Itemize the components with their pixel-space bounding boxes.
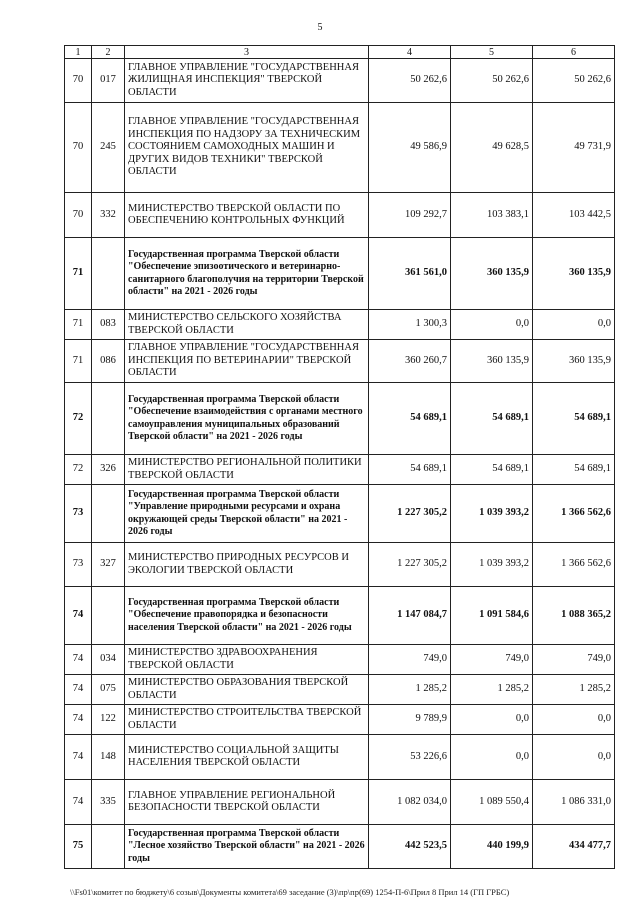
department-row <box>65 675 615 705</box>
header-cell: 3 <box>125 46 369 59</box>
header-cell: 2 <box>92 46 125 59</box>
program-number-cell: 74 <box>65 705 92 735</box>
value-2023-cell: 1 366 562,6 <box>533 543 615 587</box>
value-2022-cell: 1 285,2 <box>451 675 533 705</box>
department-code-cell <box>92 383 125 455</box>
value-2022-cell: 1 089 550,4 <box>451 780 533 825</box>
department-row <box>65 645 615 675</box>
value-2022-cell: 360 135,9 <box>451 340 533 383</box>
program-row <box>65 825 615 869</box>
name-cell: Государственная программа Тверской области "Обеспечение правопорядка и безопасности населения Тверской области" на 2021 - 2026 годы <box>125 587 369 645</box>
value-2023-cell: 360 135,9 <box>533 238 615 310</box>
program-number-cell: 74 <box>65 735 92 780</box>
name-cell: МИНИСТЕРСТВО РЕГИОНАЛЬНОЙ ПОЛИТИКИ ТВЕРСКОЙ ОБЛАСТИ <box>125 455 369 485</box>
name-cell: Государственная программа Тверской области "Управление природными ресурсами и охрана окружающей среды Тверской области" на 2021 - 2026 годы <box>125 485 369 543</box>
department-code-cell <box>92 587 125 645</box>
value-2022-cell: 0,0 <box>451 705 533 735</box>
value-2022-cell: 0,0 <box>451 735 533 780</box>
department-code-cell: 075 <box>92 675 125 705</box>
program-number-cell: 71 <box>65 340 92 383</box>
department-code-cell: 017 <box>92 59 125 103</box>
value-2021-cell: 53 226,6 <box>369 735 451 780</box>
value-2021-cell: 54 689,1 <box>369 455 451 485</box>
value-2021-cell: 1 227 305,2 <box>369 543 451 587</box>
value-2022-cell: 49 628,5 <box>451 103 533 193</box>
value-2023-cell: 0,0 <box>533 735 615 780</box>
program-row <box>65 587 615 645</box>
program-row <box>65 485 615 543</box>
header-cell: 1 <box>65 46 92 59</box>
value-2021-cell: 1 300,3 <box>369 310 451 340</box>
name-cell: ГЛАВНОЕ УПРАВЛЕНИЕ "ГОСУДАРСТВЕННАЯ ИНСПЕКЦИЯ ПО ВЕТЕРИНАРИИ" ТВЕРСКОЙ ОБЛАСТИ <box>125 340 369 383</box>
name-cell: Государственная программа Тверской области "Обеспечение эпизоотического и ветеринарно-санитарного благополучия на территории Тверской области" на 2021 - 2026 годы <box>125 238 369 310</box>
program-number-cell: 72 <box>65 455 92 485</box>
department-row <box>65 705 615 735</box>
name-cell: МИНИСТЕРСТВО ОБРАЗОВАНИЯ ТВЕРСКОЙ ОБЛАСТИ <box>125 675 369 705</box>
department-code-cell: 335 <box>92 780 125 825</box>
program-number-cell: 71 <box>65 238 92 310</box>
value-2022-cell: 54 689,1 <box>451 455 533 485</box>
name-cell: МИНИСТЕРСТВО ТВЕРСКОЙ ОБЛАСТИ ПО ОБЕСПЕЧЕНИЮ КОНТРОЛЬНЫХ ФУНКЦИЙ <box>125 193 369 238</box>
value-2021-cell: 442 523,5 <box>369 825 451 869</box>
value-2021-cell: 1 082 034,0 <box>369 780 451 825</box>
department-row <box>65 193 615 238</box>
department-code-cell: 327 <box>92 543 125 587</box>
department-code-cell: 122 <box>92 705 125 735</box>
value-2022-cell: 360 135,9 <box>451 238 533 310</box>
header-cell: 6 <box>533 46 615 59</box>
department-row <box>65 340 615 383</box>
program-number-cell: 74 <box>65 645 92 675</box>
program-row <box>65 238 615 310</box>
program-row <box>65 383 615 455</box>
program-number-cell: 74 <box>65 675 92 705</box>
value-2021-cell: 49 586,9 <box>369 103 451 193</box>
value-2023-cell: 1 366 562,6 <box>533 485 615 543</box>
value-2023-cell: 0,0 <box>533 310 615 340</box>
value-2021-cell: 1 285,2 <box>369 675 451 705</box>
value-2023-cell: 749,0 <box>533 645 615 675</box>
page-number: 5 <box>317 22 323 33</box>
name-cell: МИНИСТЕРСТВО СЕЛЬСКОГО ХОЗЯЙСТВА ТВЕРСКОЙ ОБЛАСТИ <box>125 310 369 340</box>
value-2022-cell: 0,0 <box>451 310 533 340</box>
value-2022-cell: 54 689,1 <box>451 383 533 455</box>
department-code-cell: 083 <box>92 310 125 340</box>
value-2022-cell: 440 199,9 <box>451 825 533 869</box>
department-row <box>65 543 615 587</box>
department-code-cell: 332 <box>92 193 125 238</box>
program-number-cell: 70 <box>65 59 92 103</box>
program-number-cell: 70 <box>65 193 92 238</box>
value-2022-cell: 50 262,6 <box>451 59 533 103</box>
program-number-cell: 72 <box>65 383 92 455</box>
value-2022-cell: 1 039 393,2 <box>451 543 533 587</box>
name-cell: МИНИСТЕРСТВО ЗДРАВООХРАНЕНИЯ ТВЕРСКОЙ ОБЛАСТИ <box>125 645 369 675</box>
header-cell: 4 <box>369 46 451 59</box>
name-cell: ГЛАВНОЕ УПРАВЛЕНИЕ "ГОСУДАРСТВЕННАЯ ЖИЛИЩНАЯ ИНСПЕКЦИЯ" ТВЕРСКОЙ ОБЛАСТИ <box>125 59 369 103</box>
department-code-cell: 245 <box>92 103 125 193</box>
budget-table <box>64 45 615 869</box>
value-2021-cell: 1 227 305,2 <box>369 485 451 543</box>
program-number-cell: 70 <box>65 103 92 193</box>
value-2023-cell: 1 086 331,0 <box>533 780 615 825</box>
value-2021-cell: 54 689,1 <box>369 383 451 455</box>
value-2022-cell: 1 039 393,2 <box>451 485 533 543</box>
department-code-cell: 034 <box>92 645 125 675</box>
value-2023-cell: 1 285,2 <box>533 675 615 705</box>
program-number-cell: 73 <box>65 543 92 587</box>
value-2021-cell: 50 262,6 <box>369 59 451 103</box>
name-cell: Государственная программа Тверской области "Лесное хозяйство Тверской области" на 2021 - 2026 годы <box>125 825 369 869</box>
department-row <box>65 780 615 825</box>
department-code-cell: 148 <box>92 735 125 780</box>
department-code-cell <box>92 485 125 543</box>
department-row <box>65 103 615 193</box>
department-row <box>65 310 615 340</box>
name-cell: МИНИСТЕРСТВО СОЦИАЛЬНОЙ ЗАЩИТЫ НАСЕЛЕНИЯ ТВЕРСКОЙ ОБЛАСТИ <box>125 735 369 780</box>
value-2023-cell: 54 689,1 <box>533 455 615 485</box>
value-2023-cell: 1 088 365,2 <box>533 587 615 645</box>
value-2023-cell: 50 262,6 <box>533 59 615 103</box>
value-2022-cell: 1 091 584,6 <box>451 587 533 645</box>
department-code-cell <box>92 825 125 869</box>
value-2022-cell: 103 383,1 <box>451 193 533 238</box>
name-cell: МИНИСТЕРСТВО СТРОИТЕЛЬСТВА ТВЕРСКОЙ ОБЛАСТИ <box>125 705 369 735</box>
program-number-cell: 73 <box>65 485 92 543</box>
value-2021-cell: 360 260,7 <box>369 340 451 383</box>
name-cell: ГЛАВНОЕ УПРАВЛЕНИЕ РЕГИОНАЛЬНОЙ БЕЗОПАСНОСТИ ТВЕРСКОЙ ОБЛАСТИ <box>125 780 369 825</box>
department-code-cell <box>92 238 125 310</box>
value-2022-cell: 749,0 <box>451 645 533 675</box>
value-2023-cell: 0,0 <box>533 705 615 735</box>
header-cell: 5 <box>451 46 533 59</box>
name-cell: Государственная программа Тверской области "Обеспечение взаимодействия с органами местного самоуправления муниципальных образований Тверской области" на 2021 - 2026 годы <box>125 383 369 455</box>
file-path-footer: \\Fs01\комитет по бюджету\6 созыв\Документы комитета\69 заседание (3)\пр\пр(69) 1254-П-6\Прил 8 Прил 14 (ГП ГРБС) <box>70 887 510 897</box>
program-number-cell: 74 <box>65 587 92 645</box>
value-2021-cell: 9 789,9 <box>369 705 451 735</box>
program-number-cell: 75 <box>65 825 92 869</box>
value-2021-cell: 109 292,7 <box>369 193 451 238</box>
value-2023-cell: 360 135,9 <box>533 340 615 383</box>
value-2023-cell: 434 477,7 <box>533 825 615 869</box>
department-code-cell: 326 <box>92 455 125 485</box>
value-2023-cell: 54 689,1 <box>533 383 615 455</box>
program-number-cell: 74 <box>65 780 92 825</box>
department-row <box>65 735 615 780</box>
department-code-cell: 086 <box>92 340 125 383</box>
value-2021-cell: 749,0 <box>369 645 451 675</box>
program-number-cell: 71 <box>65 310 92 340</box>
name-cell: ГЛАВНОЕ УПРАВЛЕНИЕ "ГОСУДАРСТВЕННАЯ ИНСПЕКЦИЯ ПО НАДЗОРУ ЗА ТЕХНИЧЕСКИМ СОСТОЯНИЕМ САМОХОДНЫХ МАШИН И ДРУГИХ ВИДОВ ТЕХНИКИ" ТВЕРСКОЙ ОБЛАСТИ <box>125 103 369 193</box>
name-cell: МИНИСТЕРСТВО ПРИРОДНЫХ РЕСУРСОВ И ЭКОЛОГИИ ТВЕРСКОЙ ОБЛАСТИ <box>125 543 369 587</box>
department-row <box>65 59 615 103</box>
value-2021-cell: 1 147 084,7 <box>369 587 451 645</box>
department-row <box>65 455 615 485</box>
value-2023-cell: 49 731,9 <box>533 103 615 193</box>
table-header-row <box>65 46 615 59</box>
value-2023-cell: 103 442,5 <box>533 193 615 238</box>
value-2021-cell: 361 561,0 <box>369 238 451 310</box>
